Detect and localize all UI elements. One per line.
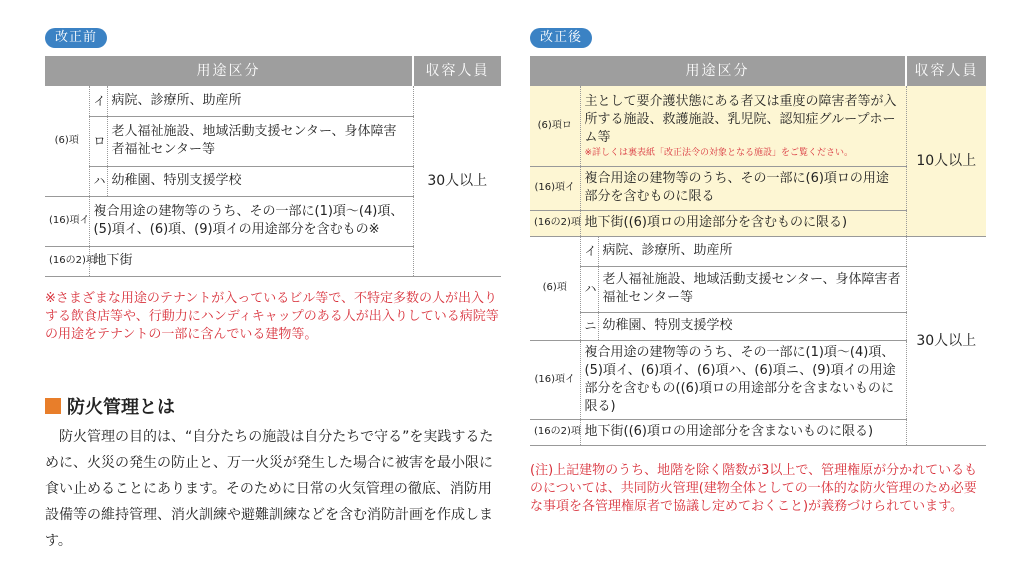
row-ni-text: 幼稚園、特別支援学校 — [598, 312, 906, 340]
row-i-text: 病院、診療所、助産所 — [598, 236, 906, 266]
category-16i: (16)項イ — [45, 196, 89, 246]
row-ha-text: 老人福祉施設、地域活動支援センター、身体障害者福祉センター等 — [598, 266, 906, 312]
category-16-2: (16の2)項 — [530, 419, 580, 445]
sub-i: イ — [89, 86, 107, 116]
row-6ro-text: 主として要介護状態にある者又は重度の障害者等が入所する施設、救護施設、乳児院、認知症グループホーム等 — [584, 93, 897, 145]
capacity-header: 収容人員 — [413, 56, 501, 86]
category-16i: (16)項イ — [530, 340, 580, 419]
after-badge: 改正後 — [530, 28, 592, 48]
category-16-2-hl: (16の2)項 — [530, 210, 580, 236]
category-6: (6)項 — [530, 236, 580, 340]
before-table — [45, 56, 501, 277]
capacity-value: 30人以上 — [413, 86, 501, 276]
capacity-10: 10人以上 — [906, 86, 986, 236]
orange-square-icon — [45, 398, 61, 414]
row-i-text: 病院、診療所、助産所 — [107, 86, 413, 116]
sub-i: イ — [580, 236, 598, 266]
sub-ha: ハ — [580, 266, 598, 312]
row-6ro-cell — [580, 86, 906, 166]
fire-management-heading — [45, 393, 175, 419]
row-6ro-note: ※詳しくは裏表紙「改正法令の対象となる施設」をご覧ください。 — [584, 147, 854, 158]
row-16i-text: 複合用途の建物等のうち、その一部に(1)項〜(4)項、(5)項イ、(6)項イ、(6)項ハ、(6)項ニ、(9)項イの用途部分を含むもの((6)項ロの用途部分を含まないものに限る) — [580, 340, 906, 419]
sub-ro: ロ — [89, 116, 107, 166]
row-16-2-hl-text: 地下街((6)項ロの用途部分を含むものに限る) — [580, 210, 906, 236]
capacity-30: 30人以上 — [906, 236, 986, 445]
row-16i-hl-text: 複合用途の建物等のうち、その一部に(6)項ロの用途部分を含むものに限る — [580, 166, 906, 210]
fire-management-body: 防火管理の目的は、“自分たちの施設は自分たちで守る”を実践するために、火災の発生の防止と、万一火災が発生した場合に被害を最小限に食い止めることにあります。そのために日常の火気管理の徹底、消防用設備等の維持管理、消火訓練や避難訓練などを含む消防計画を作成します。 — [45, 429, 494, 549]
after-footnote: (注)上記建物のうち、地階を除く階数が3以上で、管理権原が分かれているものについては、共同防火管理(建物全体としての一体的な防火管理のため必要な事項を各管理権原者で協議し定めておくこと)が義務づけられています。 — [530, 463, 978, 514]
after-table — [530, 56, 986, 446]
category-6ro: (6)項ロ — [530, 86, 580, 166]
row-16-2-text: 地下街((6)項ロの用途部分を含まないものに限る) — [580, 419, 906, 445]
category-16i-hl: (16)項イ — [530, 166, 580, 210]
before-footnote: ※さまざまな用途のテナントが入っているビル等で、不特定多数の人が出入りする飲食店等や、行動力にハンディキャップのある人が出入りしている病院等の用途をテナントの一部に含んでいる建物等。 — [45, 291, 499, 342]
fire-management-title: 防火管理とは — [67, 397, 175, 418]
row-16-2-text: 地下街 — [89, 246, 413, 276]
sub-ha: ハ — [89, 166, 107, 196]
row-ha-text: 幼稚園、特別支援学校 — [107, 166, 413, 196]
row-16i-text: 複合用途の建物等のうち、その一部に(1)項〜(4)項、(5)項イ、(6)項、(9)項イの用途部分を含むもの※ — [89, 196, 413, 246]
usage-header: 用途区分 — [530, 56, 906, 86]
before-badge: 改正前 — [45, 28, 107, 48]
capacity-header: 収容人員 — [906, 56, 986, 86]
sub-ni: ニ — [580, 312, 598, 340]
category-16-2: (16の2)項 — [45, 246, 89, 276]
usage-header: 用途区分 — [45, 56, 413, 86]
row-ro-text: 老人福祉施設、地域活動支援センター、身体障害者福祉センター等 — [107, 116, 413, 166]
category-6: (6)項 — [45, 86, 89, 196]
